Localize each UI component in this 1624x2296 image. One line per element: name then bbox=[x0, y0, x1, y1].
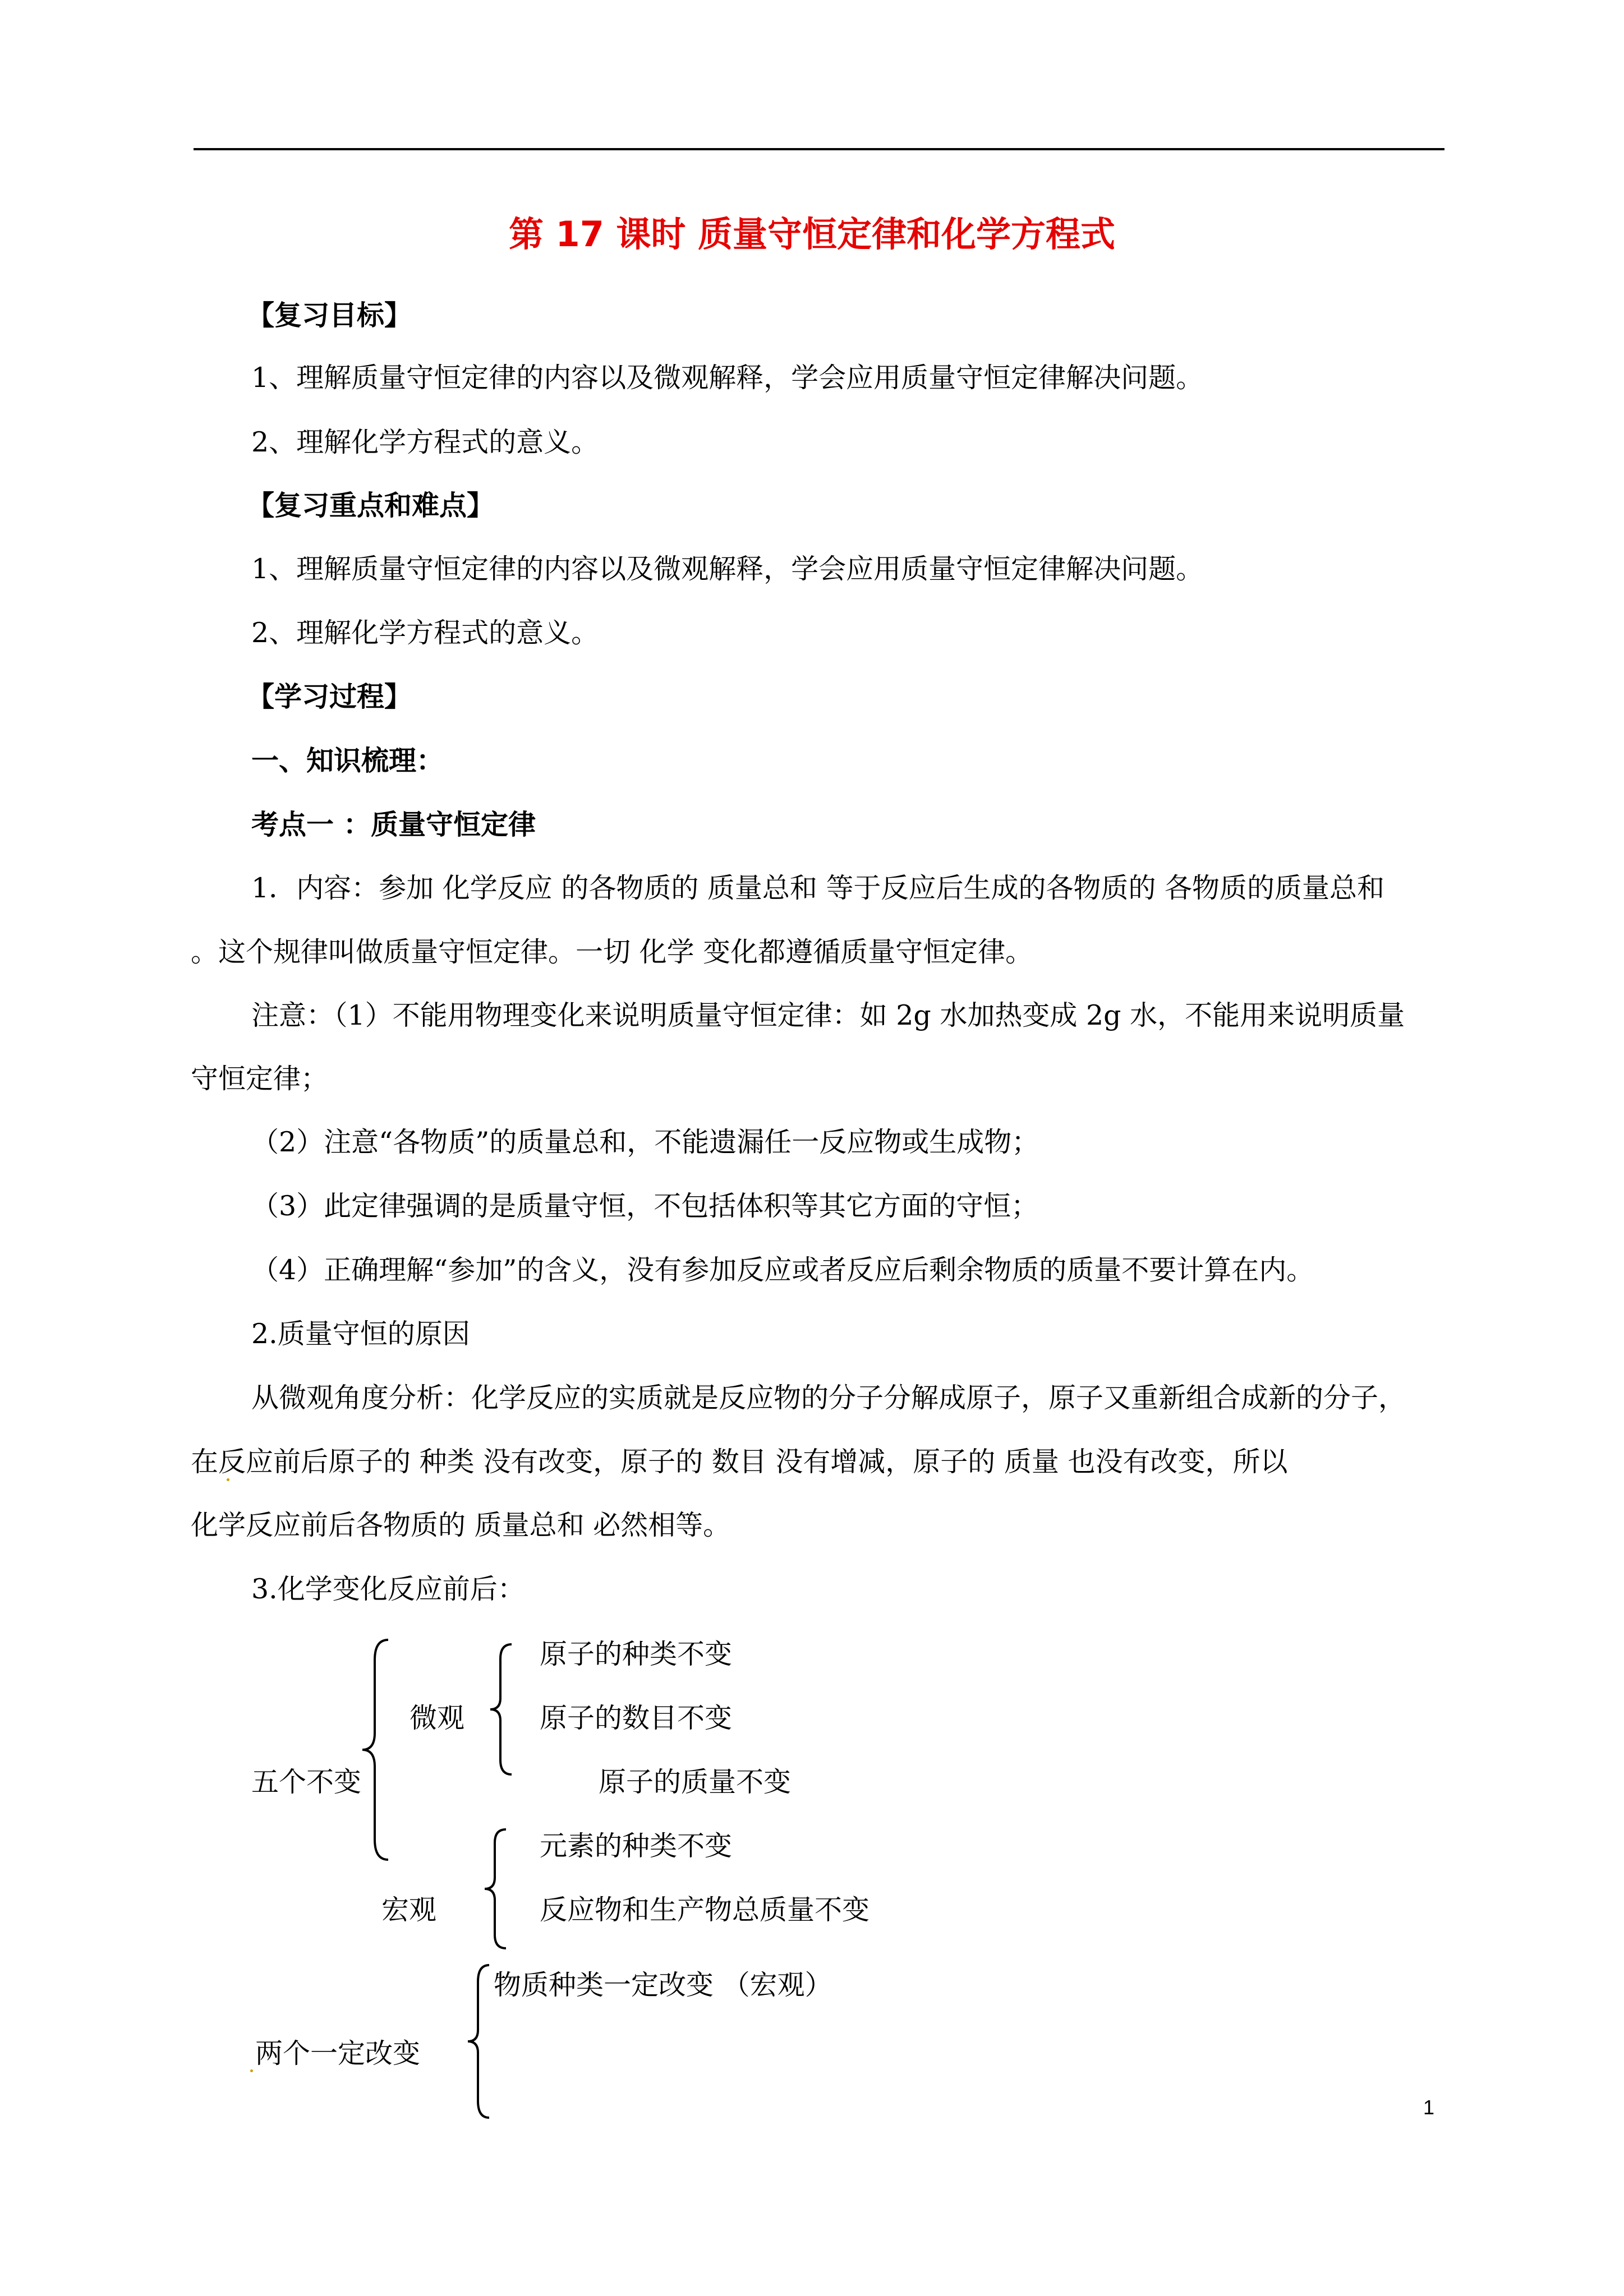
micro-item: 原子的数目不变 bbox=[540, 1702, 733, 1734]
note-item: （4）正确理解“参加”的含义，没有参加反应或者反应后剩余物质的质量不要计算在内。 bbox=[251, 1254, 1314, 1286]
process-heading: 【学习过程】 bbox=[247, 680, 412, 713]
goal-item: 1、理解质量守恒定律的内容以及微观解释，学会应用质量守恒定律解决问题。 bbox=[251, 362, 1204, 394]
note-line1: 注意：（1）不能用物理变化来说明质量守恒定律：如 2g 水加热变成 2g 水，不能用来说明质量 bbox=[251, 999, 1405, 1031]
macro-brace bbox=[482, 1827, 510, 1951]
item2-line1: 从微观角度分析：化学反应的实质就是反应物的分子分解成原子，原子又重新组合成新的分子， bbox=[251, 1382, 1406, 1414]
two-changed-item: 物质种类一定改变 （宏观） bbox=[494, 1969, 832, 2001]
five-unchanged-label: 五个不变 bbox=[251, 1766, 362, 1798]
item2-line3: 化学反应前后各物质的 质量总和 必然相等。 bbox=[191, 1509, 731, 1541]
item2-line2: 在反应前后原子的 种类 没有改变，原子的 数目 没有增减，原子的 质量 也没有改变，所以 bbox=[191, 1446, 1288, 1478]
part1-heading: 一、知识梳理： bbox=[251, 744, 444, 777]
note-item: （2）注意“各物质”的质量总和，不能遗漏任一反应物或生成物； bbox=[251, 1126, 1039, 1158]
item1-line2: 。这个规律叫做质量守恒定律。一切 化学 变化都遵循质量守恒定律。 bbox=[191, 936, 1033, 968]
macro-label: 宏观 bbox=[381, 1894, 437, 1926]
goal-item: 2、理解化学方程式的意义。 bbox=[251, 426, 599, 458]
annotation-mark bbox=[250, 2069, 253, 2072]
page-title: 第 17 课时 质量守恒定律和化学方程式 bbox=[508, 214, 1116, 255]
key-heading: 【复习重点和难点】 bbox=[247, 489, 495, 522]
two-changed-label: 两个一定改变 bbox=[255, 2037, 421, 2069]
macro-item: 反应物和生产物总质量不变 bbox=[540, 1894, 870, 1926]
micro-item: 原子的种类不变 bbox=[540, 1638, 733, 1670]
header-rule bbox=[194, 148, 1444, 150]
note-line2: 守恒定律； bbox=[191, 1063, 329, 1095]
key-item: 2、理解化学方程式的意义。 bbox=[251, 617, 599, 649]
goals-heading: 【复习目标】 bbox=[247, 299, 412, 331]
macro-item: 元素的种类不变 bbox=[540, 1830, 733, 1862]
item2-heading: 2.质量守恒的原因 bbox=[251, 1318, 470, 1350]
two-changed-brace bbox=[466, 1963, 494, 2120]
micro-label: 微观 bbox=[410, 1702, 465, 1734]
note-item: （3）此定律强调的是质量守恒，不包括体积等其它方面的守恒； bbox=[251, 1190, 1039, 1222]
micro-brace bbox=[488, 1642, 516, 1777]
page-number: 1 bbox=[1423, 2096, 1435, 2119]
point1-heading: 考点一 ：质量守恒定律 bbox=[251, 808, 536, 841]
item3-heading: 3.化学变化反应前后： bbox=[251, 1573, 525, 1605]
item1-line1: 1．内容：参加 化学反应 的各物质的 质量总和 等于反应后生成的各物质的 各物质的质量总和 bbox=[251, 872, 1385, 904]
outer-brace bbox=[359, 1638, 393, 1862]
micro-item: 原子的质量不变 bbox=[599, 1766, 792, 1798]
key-item: 1、理解质量守恒定律的内容以及微观解释，学会应用质量守恒定律解决问题。 bbox=[251, 553, 1204, 585]
annotation-mark bbox=[227, 1478, 229, 1481]
